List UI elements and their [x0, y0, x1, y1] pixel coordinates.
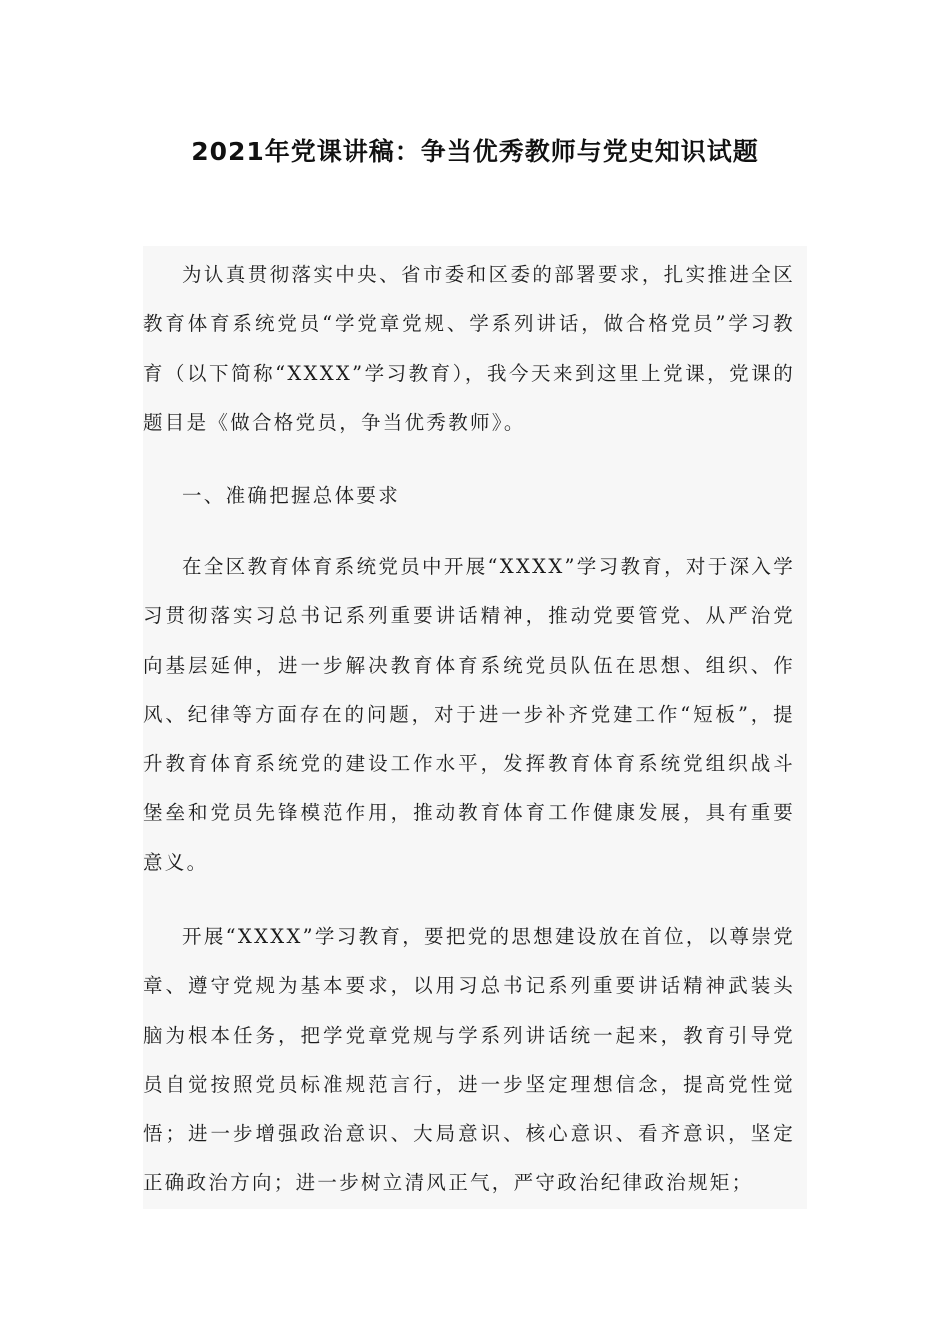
paragraph-significance: 在全区教育体育系统党员中开展“XXXX”学习教育，对于深入学习贯彻落实习总书记系列重要讲话精神，推动党要管党、从严治党向基层延伸，进一步解决教育体育系统党员队伍在思想、组织、作风、纪律等方面存在的问题，对于进一步补齐党建工作“短板”，提升教育体育系统党的建设工作水平，发挥教育体育系统党组织战斗堡垒和党员先锋模范作用，推动教育体育工作健康发展，具有重要意义。 — [143, 555, 795, 874]
paragraph-intro: 为认真贯彻落实中央、省市委和区委的部署要求，扎实推进全区教育体育系统党员“学党章党规、学系列讲话，做合格党员”学习教育（以下简称“XXXX”学习教育），我今天来到这里上党课，党课的题目是《做合格党员，争当优秀教师》。 — [143, 263, 795, 434]
paragraph-requirements: 开展“XXXX”学习教育，要把党的思想建设放在首位，以尊崇党章、遵守党规为基本要求，以用习总书记系列重要讲话精神武装头脑为根本任务，把学党章党规与学系列讲话统一起来，教育引导党员自觉按照党员标准规范言行，进一步坚定理想信念，提高党性觉悟；进一步增强政治意识、大局意识、核心意识、看齐意识，坚定正确政治方向；进一步树立清风正气，严守政治纪律政治规矩； — [143, 925, 795, 1195]
section-heading: 一、准确把握总体要求 — [182, 484, 401, 507]
document-title: 2021年党课讲稿：争当优秀教师与党史知识试题 — [191, 137, 759, 166]
